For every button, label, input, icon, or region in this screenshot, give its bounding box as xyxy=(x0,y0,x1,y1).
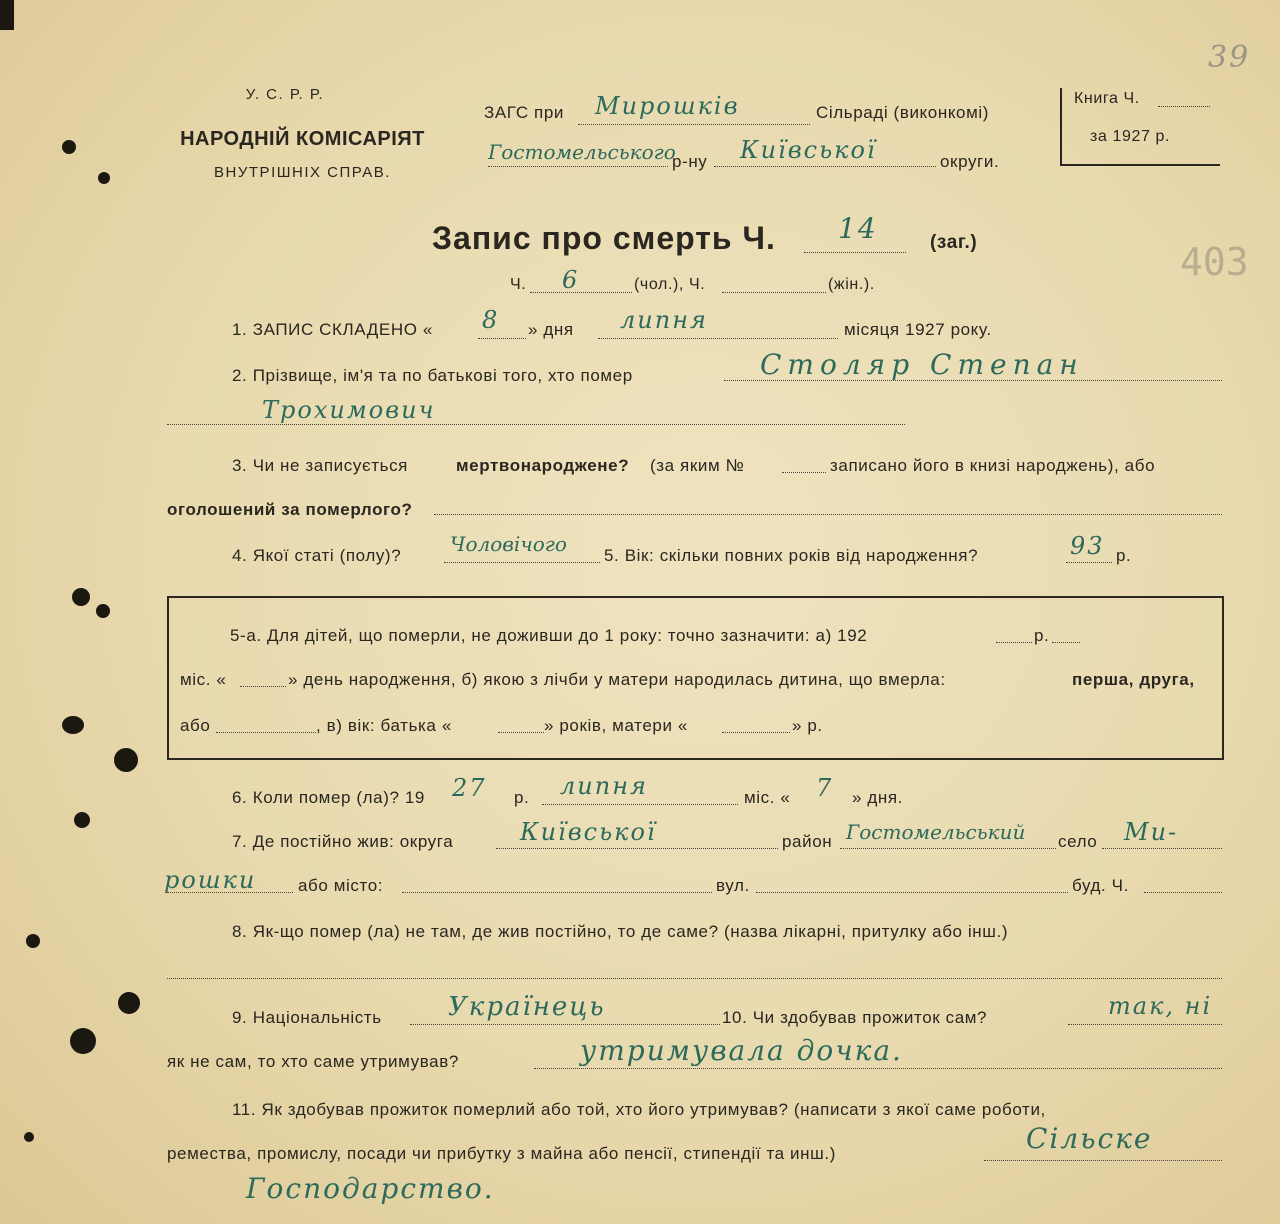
book-label: Книга Ч. xyxy=(1074,90,1140,107)
q5a-line2a: міс. « xyxy=(180,670,227,689)
q7-selo-value-cont: рошки xyxy=(164,866,257,894)
q7-vul: вул. xyxy=(716,876,750,895)
torn-edge xyxy=(0,0,14,30)
q5-r: р. xyxy=(1116,546,1132,565)
male-number: 6 xyxy=(562,266,580,294)
q10-support: утримувала дочка. xyxy=(580,1034,903,1067)
binding-hole xyxy=(98,172,110,184)
q10-value: так, ні xyxy=(1108,992,1213,1020)
q5-label: 5. Вік: скільки повних років від народження? xyxy=(604,546,979,565)
q7-okrug: Київської xyxy=(520,818,657,846)
q7-selo-value: Ми- xyxy=(1124,818,1179,846)
binding-hole xyxy=(70,1028,96,1054)
q1-end: місяця 1927 року. xyxy=(844,320,992,339)
q6-year: 27 xyxy=(452,774,487,802)
header-ussr: У. С. Р. Р. xyxy=(245,86,325,103)
header-commissariat: НАРОДНІЙ КОМІСАРІЯТ xyxy=(180,128,425,150)
q1-mid: » дня xyxy=(528,320,574,339)
q6-label: 6. Коли помер (ла)? 19 xyxy=(232,788,425,807)
q11-line2: ремества, промислу, посади чи прибутку з майна або пенсії, стипендії та инш.) xyxy=(167,1144,836,1163)
binding-hole xyxy=(24,1132,34,1142)
header-internal: ВНУТРІШНІХ СПРАВ. xyxy=(214,164,391,181)
q11-value: Сільске xyxy=(1026,1122,1153,1155)
q3-line1b: (за яким № xyxy=(650,456,745,475)
binding-hole xyxy=(26,934,40,948)
rnu-label: р-ну xyxy=(672,152,708,171)
q7-bud: буд. Ч. xyxy=(1072,876,1129,895)
q6-den: » дня. xyxy=(852,788,904,807)
q6-mis: міс. « xyxy=(744,788,791,807)
q7-label: 7. Де постійно жив: округа xyxy=(232,832,454,851)
q6-month: липня xyxy=(560,772,648,800)
q9-nationality: Українець xyxy=(448,992,606,1022)
zags-prefix: ЗАГС при xyxy=(484,103,565,122)
q5a-line3a: або xyxy=(180,716,211,735)
pencil-number: 39 xyxy=(1208,40,1251,75)
binding-hole xyxy=(62,716,84,734)
binding-hole xyxy=(72,588,90,606)
q5a-line3b: , в) вік: батька « xyxy=(316,716,452,735)
sub-female: (жін.). xyxy=(828,276,875,293)
binding-hole xyxy=(74,812,90,828)
q2-patronymic: Трохимович xyxy=(262,396,436,424)
q8-label: 8. Як-що помер (ла) не там, де жив постійно, то де саме? (назва лікарні, притулку або інш.) xyxy=(232,922,1009,941)
q5a-line1: 5-а. Для дітей, що померли, не доживши до 1 року: точно зазначити: а) 192 xyxy=(230,626,868,645)
q5a-line3c: » років, матери « xyxy=(544,716,688,735)
book-year: за 1927 р. xyxy=(1090,128,1171,145)
q7-abo: або місто: xyxy=(298,876,384,895)
binding-hole xyxy=(62,140,76,154)
q1-day: 8 xyxy=(482,306,500,334)
q2-label: 2. Прізвище, ім'я та по батькові того, хто помер xyxy=(232,366,633,385)
q3-stillborn: мертвонароджене? xyxy=(456,456,630,475)
q1-label: 1. ЗАПИС СКЛАДЕНО « xyxy=(232,320,433,339)
selrada-label: Сільраді (виконкомі) xyxy=(816,103,990,122)
binding-hole xyxy=(118,992,140,1014)
q9-label: 9. Національність xyxy=(232,1008,382,1027)
q6-day: 7 xyxy=(816,774,834,802)
binding-hole xyxy=(96,604,110,618)
q5a-first-second: перша, друга, xyxy=(1072,670,1195,689)
q3-line1c: записано його в книзі народжень), або xyxy=(830,456,1156,475)
binding-hole xyxy=(114,748,138,772)
district-name: Гостомельського xyxy=(488,140,676,164)
record-suffix: (заг.) xyxy=(930,232,978,253)
q5-age: 93 xyxy=(1070,532,1105,560)
q3-declared: оголошений за померлого? xyxy=(167,500,413,519)
q10-label: 10. Чи здобував прожиток сам? xyxy=(722,1008,988,1027)
q6-r: р. xyxy=(514,788,530,807)
q5a-line2b: » день народження, б) якою з лічби у матери народилась дитина, що вмерла: xyxy=(288,670,946,689)
q10-line2: як не сам, то хто саме утримував? xyxy=(167,1052,459,1071)
record-title: Запис про смерть Ч. xyxy=(432,220,776,256)
okrug-name: Київської xyxy=(740,136,877,164)
sub-ch: Ч. xyxy=(510,276,527,293)
okrug-label: округи. xyxy=(940,152,1000,171)
q7-raion-value: Гостомельський xyxy=(846,820,1026,844)
record-number: 14 xyxy=(838,212,878,245)
q4-label: 4. Якої статі (полу)? xyxy=(232,546,402,565)
zags-place: Мирошків xyxy=(595,92,740,120)
q3-line1: 3. Чи не записується xyxy=(232,456,408,475)
q5a-line1r: р. xyxy=(1034,626,1050,645)
q11-line1: 11. Як здобував прожиток померлий або той, хто його утримував? (написати з якої саме роботи, xyxy=(232,1100,1046,1119)
sub-male: (чол.), Ч. xyxy=(634,276,706,293)
faint-stamp-number: 403 xyxy=(1180,240,1249,284)
q4-sex: Чоловічого xyxy=(450,532,567,556)
q2-name: Столяр Степан xyxy=(760,348,1084,381)
q1-month: липня xyxy=(620,306,708,334)
q11-value-cont: Господарство. xyxy=(246,1172,495,1205)
q5a-line3d: » р. xyxy=(792,716,823,735)
q7-raion: район xyxy=(782,832,833,851)
q7-selo: село xyxy=(1058,832,1098,851)
